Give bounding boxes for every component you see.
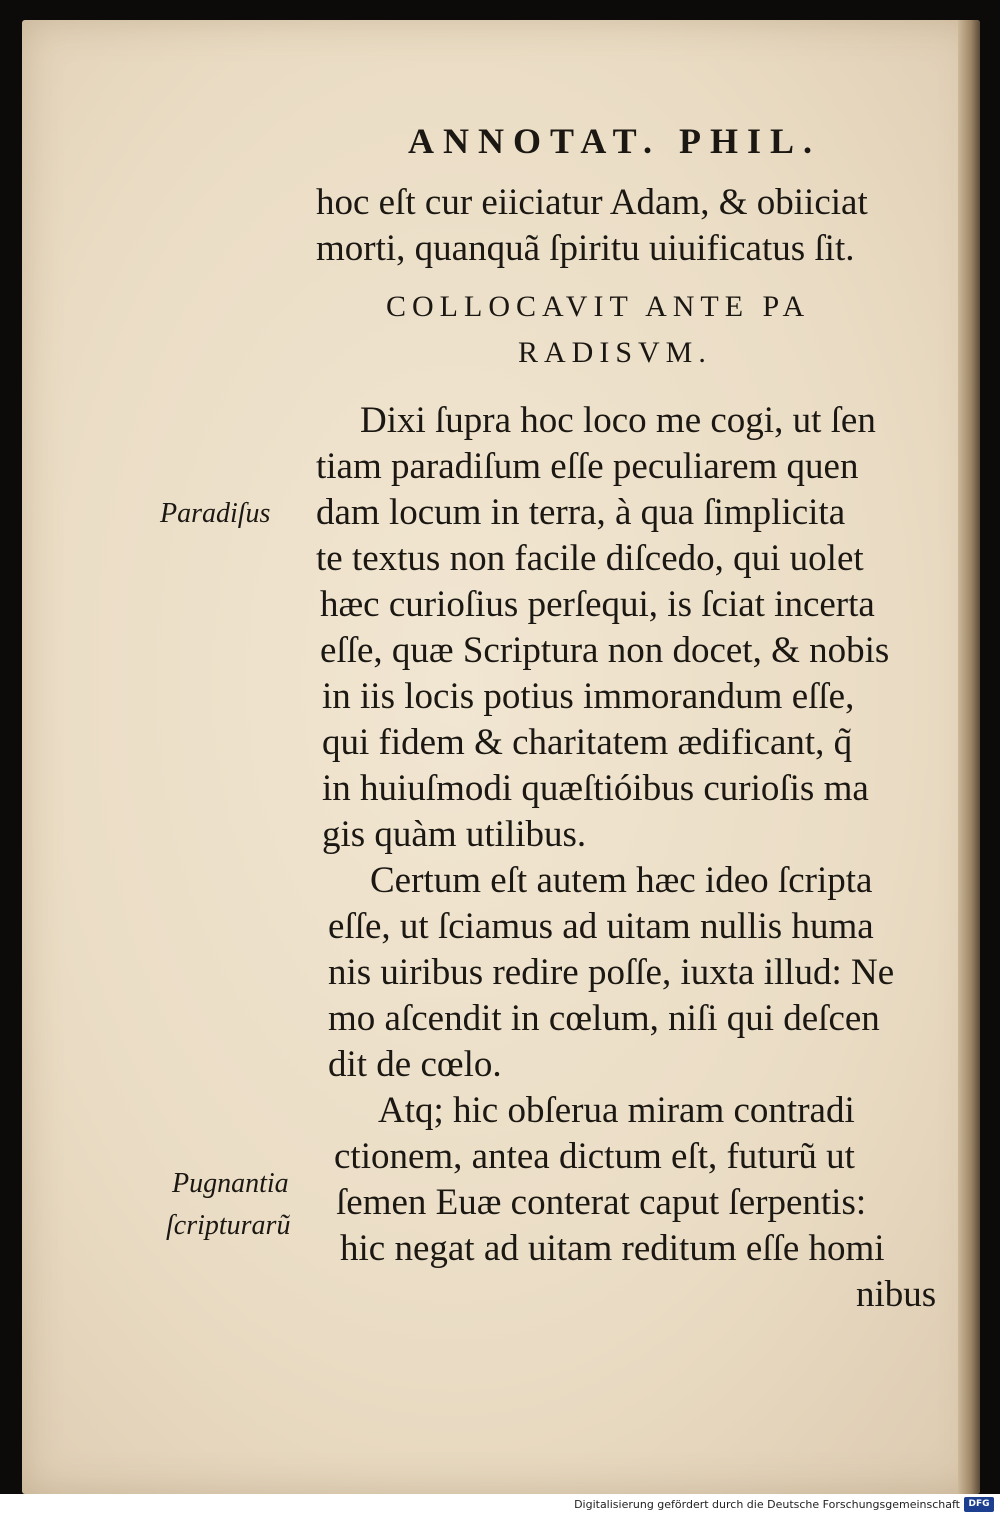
text-line: dam locum in terra, à qua ſimplicita — [316, 492, 846, 533]
footer-credit: Digitalisierung gefördert durch die Deutsche Forschungsgemeinschaft — [574, 1498, 960, 1511]
text-line: Dixi ſupra hoc loco me cogi, ut ſen — [360, 400, 876, 441]
text-line: qui fidem & charitatem ædificant, q̃ — [322, 722, 853, 763]
text-line: te textus non facile diſcedo, qui uolet — [316, 538, 864, 579]
text-line: gis quàm utilibus. — [322, 814, 587, 855]
text-line: dit de cœlo. — [328, 1044, 502, 1085]
text-line: nis uiribus redire poſſe, iuxta illud: Ne — [328, 952, 895, 993]
book-page — [22, 20, 980, 1494]
margin-note: Paradiſus — [160, 498, 271, 529]
text-line: ſemen Euæ conterat caput ſerpentis: — [336, 1182, 867, 1223]
section-title: RADISVM. — [518, 336, 712, 369]
section-title: COLLOCAVIT ANTE PA — [386, 290, 811, 323]
text-line: Atq; hic obſerua miram contradi — [378, 1090, 855, 1131]
text-line: tiam paradiſum eſſe peculiarem quen — [316, 446, 859, 487]
text-line: ctionem, antea dictum eſt, futurũ ut — [334, 1136, 855, 1177]
text-line: hic negat ad uitam reditum eſſe homi — [340, 1228, 885, 1269]
catchword: nibus — [856, 1274, 937, 1315]
text-line: in huiuſmodi quæſtióibus curioſis ma — [322, 768, 869, 809]
text-line: eſſe, ut ſciamus ad uitam nullis huma — [328, 906, 874, 947]
text-line: hoc eſt cur eiiciatur Adam, & obiiciat — [316, 182, 868, 223]
text-line: Certum eſt autem hæc ideo ſcripta — [370, 860, 873, 901]
page-edge — [958, 20, 980, 1494]
text-line: hæc curioſius perſequi, is ſciat incerta — [320, 584, 875, 625]
footer-bar — [0, 1494, 1000, 1516]
margin-note: ſcripturarũ — [166, 1210, 291, 1241]
text-line: morti, quanquã ſpiritu uiuificatus ſit. — [316, 228, 855, 269]
text-line: mo aſcendit in cœlum, niſi qui deſcen — [328, 998, 880, 1039]
dfg-logo: DFG — [964, 1497, 994, 1512]
running-header: ANNOTAT. PHIL. — [408, 121, 822, 161]
text-line: eſſe, quæ Scriptura non docet, & nobis — [320, 630, 890, 671]
text-line: in iis locis potius immorandum eſſe, — [322, 676, 855, 717]
margin-note: Pugnantia — [172, 1168, 289, 1199]
